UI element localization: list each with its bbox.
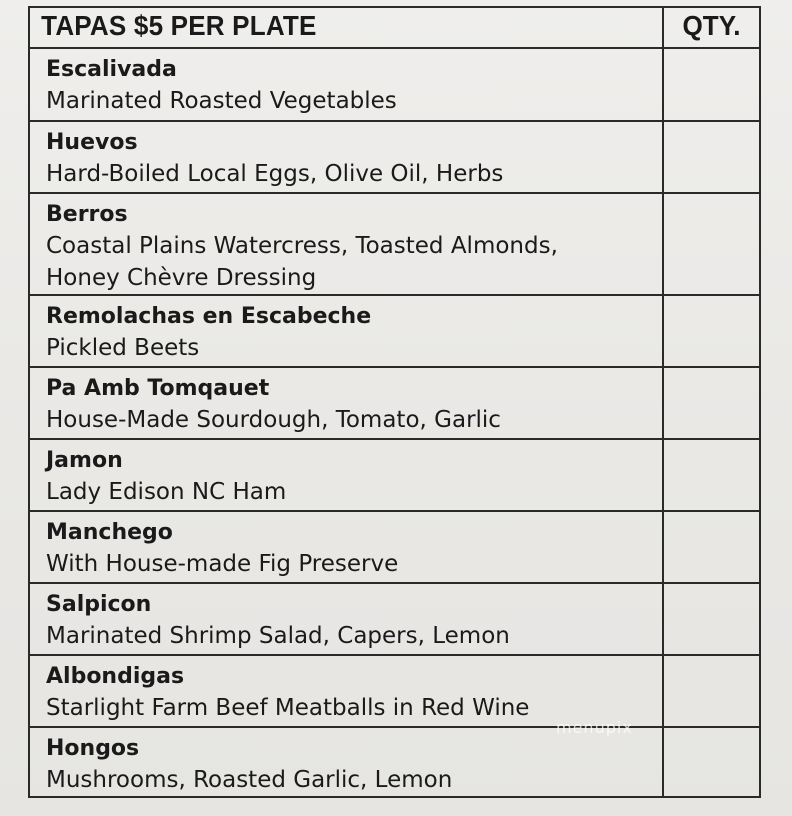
- watermark: menupix: [556, 718, 633, 737]
- qty-input-salpicon[interactable]: [664, 584, 759, 656]
- header-qty-cell: [664, 8, 759, 49]
- menu-item: [30, 194, 664, 296]
- qty-column-header: QTY.: [682, 10, 741, 41]
- qty-input-jamon[interactable]: [664, 440, 759, 512]
- item-description: Coastal Plains Watercress, Toasted Almonds, Honey Chèvre Dressing: [46, 233, 558, 291]
- item-description: Marinated Shrimp Salad, Capers, Lemon: [46, 623, 510, 649]
- menu-title: TAPAS $5 PER PLATE: [41, 10, 317, 41]
- qty-input-hongos[interactable]: [664, 728, 759, 796]
- item-description: Hard-Boiled Local Eggs, Olive Oil, Herbs: [46, 161, 504, 187]
- item-description: Marinated Roasted Vegetables: [46, 88, 397, 114]
- menu-item: [30, 296, 664, 368]
- item-description: Lady Edison NC Ham: [46, 479, 287, 505]
- menu-item: [30, 49, 664, 122]
- item-name: Manchego: [46, 520, 173, 545]
- menu-item: [30, 122, 664, 194]
- item-name: Berros: [46, 202, 128, 227]
- header-title-cell: [30, 8, 664, 49]
- item-name: Escalivada: [46, 57, 177, 82]
- item-name: Remolachas en Escabeche: [46, 304, 372, 329]
- qty-input-albondigas[interactable]: [664, 656, 759, 728]
- item-name: Pa Amb Tomqauet: [46, 376, 270, 401]
- qty-input-remolachas[interactable]: [664, 296, 759, 368]
- qty-input-manchego[interactable]: [664, 512, 759, 584]
- menu-table: [28, 6, 761, 798]
- item-description: Starlight Farm Beef Meatballs in Red Wine: [46, 695, 530, 721]
- item-description: Pickled Beets: [46, 335, 200, 361]
- menu-item: [30, 728, 664, 796]
- menu-item: [30, 584, 664, 656]
- item-description: Mushrooms, Roasted Garlic, Lemon: [46, 767, 453, 793]
- item-name: Albondigas: [46, 664, 185, 689]
- item-name: Salpicon: [46, 592, 152, 617]
- item-name: Huevos: [46, 130, 138, 155]
- item-name: Hongos: [46, 736, 140, 761]
- qty-input-pa-amb-tomqauet[interactable]: [664, 368, 759, 440]
- item-description: House-Made Sourdough, Tomato, Garlic: [46, 407, 501, 433]
- item-description: With House-made Fig Preserve: [46, 551, 399, 577]
- menu-item: [30, 440, 664, 512]
- qty-input-huevos[interactable]: [664, 122, 759, 194]
- menu-item: [30, 368, 664, 440]
- qty-input-escalivada[interactable]: [664, 49, 759, 122]
- qty-input-berros[interactable]: [664, 194, 759, 296]
- menu-item: [30, 512, 664, 584]
- item-name: Jamon: [46, 448, 123, 473]
